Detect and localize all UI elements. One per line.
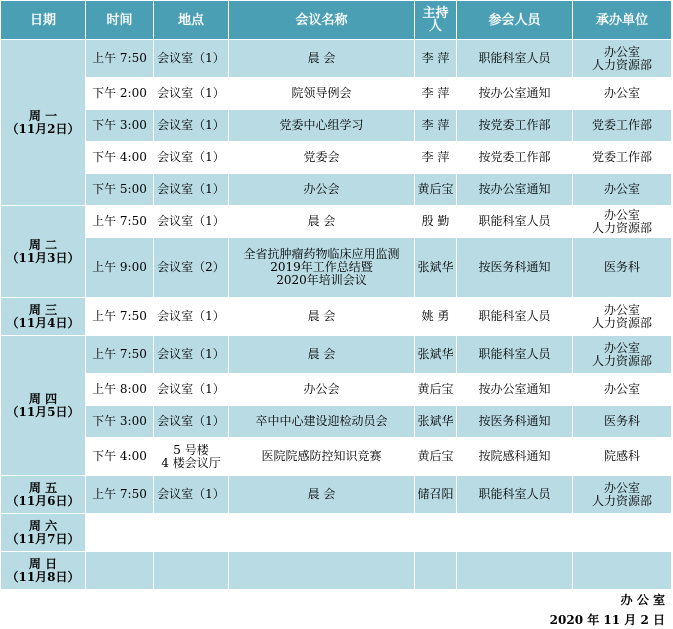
meeting-name-cell — [229, 374, 415, 406]
meeting-name-cell-line: 医院院感防控知识竞赛 — [261, 449, 382, 463]
organizer-cell — [573, 336, 672, 374]
attendees-cell: 职能科室人员 — [457, 476, 573, 514]
organizer-cell-line: 人力资源部 — [591, 57, 652, 72]
meeting-name-cell-line: 晨 会 — [307, 309, 336, 323]
attendees-cell: 按党委工作部 — [457, 142, 573, 174]
host-cell: 张斌华 — [415, 336, 457, 374]
organizer-cell-line: 办公室 — [603, 182, 640, 196]
day-name: 周 一 — [28, 108, 58, 123]
table-row — [1, 110, 672, 142]
organizer-cell-line: 办公室 — [603, 207, 640, 222]
organizer-cell — [573, 142, 672, 174]
meeting-name-cell-line: 办公会 — [303, 382, 340, 396]
day-date: （11月7日） — [6, 531, 80, 546]
day-date: （11月5日） — [6, 404, 80, 419]
meeting-name-cell-line: 晨 会 — [307, 347, 336, 361]
day-name: 周 二 — [28, 237, 58, 252]
organizer-cell-line: 人力资源部 — [591, 493, 652, 508]
time-cell: 下午 3:00 — [86, 406, 154, 438]
place-cell-line: 会议室（1） — [157, 309, 225, 323]
header-organizer: 承办单位 — [573, 1, 672, 40]
table-row — [1, 374, 672, 406]
place-cell-line: 会议室（1） — [157, 487, 225, 501]
host-cell: 张斌华 — [415, 238, 457, 298]
header-meeting: 会议名称 — [229, 1, 415, 40]
organizer-cell — [573, 206, 672, 238]
attendees-cell: 职能科室人员 — [457, 298, 573, 336]
organizer-cell — [573, 552, 672, 590]
table-row — [1, 40, 672, 78]
organizer-cell — [573, 174, 672, 206]
place-cell-line: 会议室（1） — [157, 118, 225, 132]
day-cell — [1, 514, 86, 552]
time-cell: 上午 8:00 — [86, 374, 154, 406]
place-cell-line: 会议室（1） — [157, 86, 225, 100]
organizer-cell-line: 党委工作部 — [591, 150, 652, 164]
table-row — [1, 476, 672, 514]
place-cell-line: 会议室（1） — [157, 382, 225, 396]
host-cell: 殷 勤 — [415, 206, 457, 238]
organizer-cell — [573, 110, 672, 142]
footer-date: 2020 年 11 月 2 日 — [549, 613, 665, 627]
day-date: （11月8日） — [6, 569, 80, 584]
organizer-cell-line: 人力资源部 — [591, 353, 652, 368]
table-row — [1, 552, 672, 590]
table-row — [1, 438, 672, 476]
meeting-name-cell — [229, 406, 415, 438]
host-cell: 李 萍 — [415, 40, 457, 78]
meeting-name-cell — [229, 78, 415, 110]
meeting-name-cell-line: 党委会 — [303, 150, 340, 164]
host-cell: 黄后宝 — [415, 438, 457, 476]
host-cell: 黄后宝 — [415, 374, 457, 406]
meeting-name-cell — [229, 142, 415, 174]
time-cell: 下午 4:00 — [86, 438, 154, 476]
attendees-cell: 职能科室人员 — [457, 40, 573, 78]
place-cell — [154, 298, 229, 336]
time-cell: 下午 2:00 — [86, 78, 154, 110]
meeting-name-cell-line: 办公会 — [303, 182, 340, 196]
host-cell: 李 萍 — [415, 142, 457, 174]
place-cell-line: 会议室（1） — [157, 150, 225, 164]
day-name: 周 五 — [28, 480, 58, 495]
meeting-name-cell — [229, 238, 415, 298]
day-name: 周 三 — [28, 302, 58, 317]
day-date: （11月2日） — [6, 121, 80, 136]
attendees-cell: 按办公室通知 — [457, 374, 573, 406]
attendees-cell: 按党委工作部 — [457, 110, 573, 142]
time-cell: 上午 7:50 — [86, 206, 154, 238]
time-cell: 下午 5:00 — [86, 174, 154, 206]
attendees-cell: 按院感科通知 — [457, 438, 573, 476]
table-row — [1, 174, 672, 206]
organizer-cell-line: 办公室 — [603, 340, 640, 355]
meeting-name-cell-line: 卒中中心建设迎检动员会 — [255, 414, 388, 428]
place-cell — [154, 78, 229, 110]
header-row — [1, 1, 672, 40]
place-cell — [154, 438, 229, 476]
host-cell: 张斌华 — [415, 406, 457, 438]
table-row — [1, 406, 672, 438]
place-cell — [154, 40, 229, 78]
place-cell-line: 4 楼会议厅 — [161, 455, 221, 470]
meeting-name-cell — [229, 110, 415, 142]
host-cell: 姚 勇 — [415, 298, 457, 336]
place-cell — [154, 476, 229, 514]
table-row — [1, 206, 672, 238]
attendees-cell: 按办公室通知 — [457, 174, 573, 206]
table-row — [1, 142, 672, 174]
place-cell-line: 会议室（1） — [157, 214, 225, 228]
place-cell — [154, 552, 229, 590]
meeting-name-cell-line: 院领导例会 — [291, 86, 352, 100]
organizer-cell — [573, 40, 672, 78]
place-cell — [154, 336, 229, 374]
organizer-cell — [573, 476, 672, 514]
organizer-cell-line: 人力资源部 — [591, 220, 652, 235]
time-cell: 上午 7:50 — [86, 298, 154, 336]
meeting-name-cell — [229, 438, 415, 476]
meeting-name-cell-line: 2020年培训会议 — [276, 273, 367, 287]
organizer-cell-line: 办公室 — [603, 302, 640, 317]
place-cell — [154, 406, 229, 438]
host-cell: 李 萍 — [415, 78, 457, 110]
header-attendees: 参会人员 — [457, 1, 573, 40]
meeting-name-cell — [229, 514, 415, 552]
table-row — [1, 78, 672, 110]
attendees-cell: 按医务科通知 — [457, 406, 573, 438]
time-cell: 上午 9:00 — [86, 238, 154, 298]
organizer-cell — [573, 238, 672, 298]
header-date: 日期 — [1, 1, 86, 40]
organizer-cell-line: 医务科 — [603, 260, 640, 274]
attendees-cell — [457, 514, 573, 552]
host-cell: 李 萍 — [415, 110, 457, 142]
table-row — [1, 514, 672, 552]
table-row — [1, 336, 672, 374]
day-cell — [1, 552, 86, 590]
organizer-cell — [573, 374, 672, 406]
time-cell: 下午 4:00 — [86, 142, 154, 174]
time-cell: 上午 7:50 — [86, 40, 154, 78]
host-cell — [415, 552, 457, 590]
organizer-cell-line: 院感科 — [603, 449, 640, 463]
day-cell — [1, 40, 86, 206]
place-cell — [154, 238, 229, 298]
meeting-name-cell-line: 晨 会 — [307, 487, 336, 501]
host-cell: 储召阳 — [415, 476, 457, 514]
day-name: 周 六 — [28, 518, 58, 533]
day-date: （11月3日） — [6, 250, 80, 265]
organizer-cell — [573, 514, 672, 552]
meeting-name-cell-line: 党委中心组学习 — [279, 118, 364, 132]
meeting-name-cell-line: 晨 会 — [307, 214, 336, 228]
place-cell — [154, 142, 229, 174]
day-date: （11月4日） — [6, 315, 80, 330]
day-date: （11月6日） — [6, 493, 80, 508]
meeting-name-cell — [229, 476, 415, 514]
place-cell-line: 会议室（1） — [157, 51, 225, 65]
meeting-name-cell-line: 晨 会 — [307, 51, 336, 65]
time-cell — [86, 552, 154, 590]
place-cell-line: 会议室（1） — [157, 182, 225, 196]
place-cell-line: 会议室（1） — [157, 347, 225, 361]
table-row — [1, 238, 672, 298]
attendees-cell: 职能科室人员 — [457, 336, 573, 374]
meeting-name-cell — [229, 336, 415, 374]
place-cell — [154, 374, 229, 406]
time-cell: 上午 7:50 — [86, 336, 154, 374]
meeting-name-cell — [229, 552, 415, 590]
organizer-cell-line: 办公室 — [603, 480, 640, 495]
place-cell — [154, 206, 229, 238]
place-cell — [154, 174, 229, 206]
meeting-name-cell — [229, 40, 415, 78]
header-place: 地点 — [154, 1, 229, 40]
time-cell: 上午 7:50 — [86, 476, 154, 514]
organizer-cell — [573, 298, 672, 336]
header-host: 主持人 — [415, 1, 457, 40]
place-cell-line: 5 号楼 — [173, 442, 209, 457]
place-cell — [154, 110, 229, 142]
host-cell: 黄后宝 — [415, 174, 457, 206]
attendees-cell — [457, 552, 573, 590]
organizer-cell-line: 党委工作部 — [591, 118, 652, 132]
time-cell: 下午 3:00 — [86, 110, 154, 142]
attendees-cell: 按办公室通知 — [457, 78, 573, 110]
organizer-cell — [573, 406, 672, 438]
day-cell — [1, 336, 86, 476]
host-cell — [415, 514, 457, 552]
footer-office: 办 公 室 — [620, 593, 665, 607]
meeting-name-cell — [229, 174, 415, 206]
organizer-cell-line: 人力资源部 — [591, 315, 652, 330]
organizer-cell — [573, 438, 672, 476]
table-row — [1, 298, 672, 336]
attendees-cell: 按医务科通知 — [457, 238, 573, 298]
day-cell — [1, 298, 86, 336]
meeting-name-cell — [229, 206, 415, 238]
meeting-name-cell — [229, 298, 415, 336]
place-cell — [154, 514, 229, 552]
organizer-cell-line: 办公室 — [603, 44, 640, 59]
day-name: 周 四 — [28, 391, 58, 406]
day-cell — [1, 476, 86, 514]
attendees-cell: 职能科室人员 — [457, 206, 573, 238]
header-time: 时间 — [86, 1, 154, 40]
meeting-name-cell-line: 全省抗肿瘤药物临床应用监测 — [243, 247, 400, 261]
organizer-cell-line: 办公室 — [603, 382, 640, 396]
place-cell-line: 会议室（1） — [157, 414, 225, 428]
day-name: 周 日 — [28, 556, 58, 571]
place-cell-line: 会议室（2） — [157, 260, 225, 274]
day-cell — [1, 206, 86, 298]
organizer-cell-line: 医务科 — [603, 414, 640, 428]
schedule-body — [1, 40, 672, 590]
meeting-name-cell-line: 2019年工作总结暨 — [270, 260, 373, 274]
organizer-cell — [573, 78, 672, 110]
time-cell — [86, 514, 154, 552]
organizer-cell-line: 办公室 — [603, 86, 640, 100]
